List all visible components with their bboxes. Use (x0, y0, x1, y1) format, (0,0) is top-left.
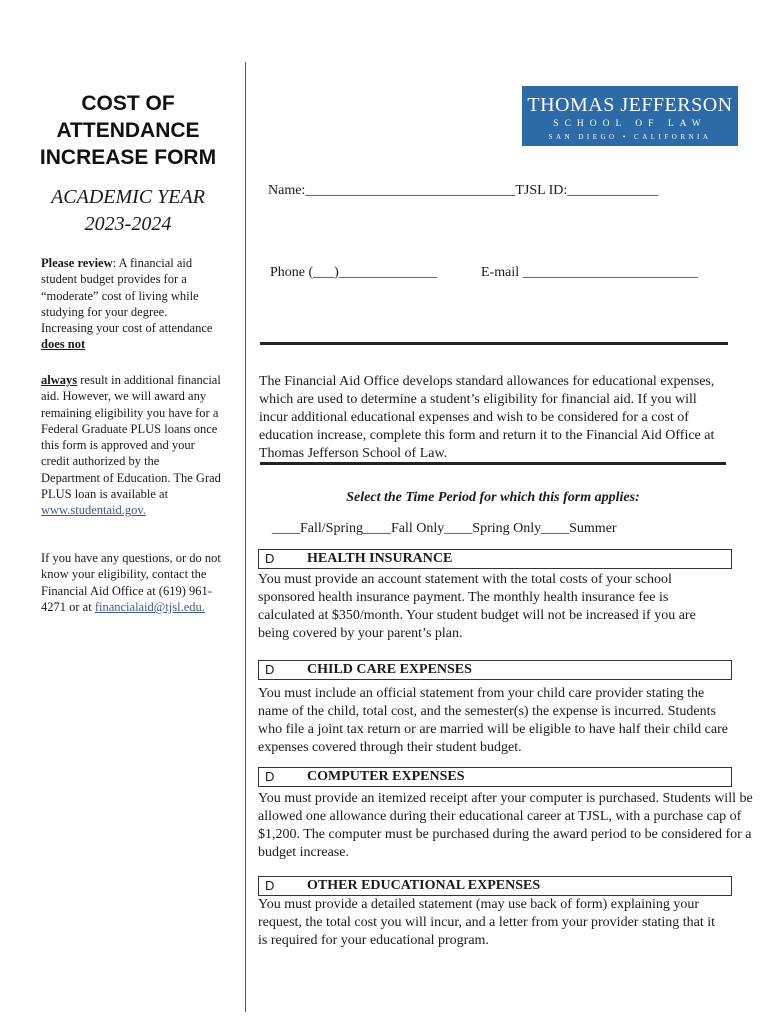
always-emphasis: always (41, 373, 78, 387)
column-divider (245, 62, 246, 1012)
other-expenses-title: OTHER EDUCATIONAL EXPENSES (307, 878, 541, 893)
does-not-emphasis: does not (41, 337, 86, 352)
review-text-1: : A financial aid student budget provides for a “moderate” cost of living while studying for your degree. Increasing your cost of attendance (41, 256, 213, 336)
health-insurance-header (258, 549, 732, 569)
studentaid-link[interactable]: www.studentaid.gov. (41, 503, 146, 518)
questions-text: If you have any questions, or do not know your eligibility, contact the Financial Aid Office at (619) 961-4271 or at (41, 551, 221, 614)
child-care-header (258, 660, 732, 680)
plus-loan-note (41, 372, 221, 519)
review-text-2: result in additional financial aid. However, we will award any remaining eligibility you have for a Federal Graduate PLUS loans once this form is approved and your credit authorized by the Department of Education. The Grad PLUS loan is available at (41, 373, 221, 502)
rule-middle (260, 462, 726, 465)
academic-year-value: 2023-2024 (84, 213, 172, 235)
other-expenses-checkbox[interactable]: D (265, 878, 275, 893)
computer-expenses-checkbox[interactable]: D (265, 769, 275, 784)
logo-city: SAN DIEGO • CALIFORNIA (548, 133, 712, 141)
phone-field[interactable]: Phone (___)______________ (270, 265, 437, 280)
computer-expenses-header (258, 767, 732, 787)
academic-year-label: ACADEMIC YEAR (51, 186, 205, 208)
period-options[interactable]: ____Fall/Spring____Fall Only____Spring Only____Summer (272, 521, 617, 536)
other-expenses-text: You must provide a detailed statement (may use back of form) explaining your request, the total cost you will incur, and a letter from your provider stating that it is required for your educational program. (258, 897, 716, 948)
form-title (28, 90, 228, 171)
health-insurance-title: HEALTH INSURANCE (307, 551, 453, 566)
computer-expenses-title: COMPUTER EXPENSES (307, 769, 465, 784)
academic-year (28, 184, 228, 238)
logo-school: SCHOOL OF LAW (553, 119, 707, 129)
child-care-text: You must include an official statement from your child care provider stating the name of the child, total cost, and the semester(s) the expense is incurred. Students who file a joint tax return or are married will be eligible to have half their child care expenses covered through their student budget. (258, 686, 728, 755)
other-expenses-header (258, 876, 732, 896)
health-insurance-checkbox[interactable]: D (265, 551, 275, 566)
questions-note (41, 550, 221, 615)
period-heading: Select the Time Period for which this form applies: (346, 490, 640, 505)
health-insurance-text: You must provide an account statement with the total costs of your school sponsored health insurance payment. The monthly health insurance fee is calculated at $350/month. Your student budget will not be increased if you are being covered by your parent’s plan. (258, 572, 696, 641)
tjsl-logo (522, 86, 738, 146)
rule-top (260, 342, 728, 345)
intro-text: The Financial Aid Office develops standard allowances for educational expenses, which are used to determine a student’s eligibility for financial aid. If you will incur additional educational expenses and wish to be considered for a cost of education increase, complete this form and return it to the Financial Aid Office at Thomas Jefferson School of Law. (259, 374, 715, 461)
financial-aid-email-link[interactable]: financialaid@tjsl.edu. (94, 599, 205, 614)
logo-name: THOMAS JEFFERSON (527, 94, 733, 116)
child-care-title: CHILD CARE EXPENSES (307, 662, 472, 677)
name-id-field[interactable]: Name:______________________________TJSL ID:_____________ (268, 183, 659, 198)
review-note (41, 255, 221, 353)
form-title-line-1: COST OF (81, 92, 175, 115)
child-care-checkbox[interactable]: D (265, 662, 275, 677)
form-title-line-3: INCREASE FORM (39, 146, 217, 169)
computer-expenses-text: You must provide an itemized receipt after your computer is purchased. Students will be allowed one allowance during their educational career at TJSL, with a purchase cap of $1,200. The computer must be purchased during the award period to be considered for a budget increase. (258, 791, 753, 860)
form-title-line-2: ATTENDANCE (56, 119, 200, 142)
review-label: Please review (41, 256, 113, 270)
email-field[interactable]: E-mail _________________________ (481, 265, 698, 280)
